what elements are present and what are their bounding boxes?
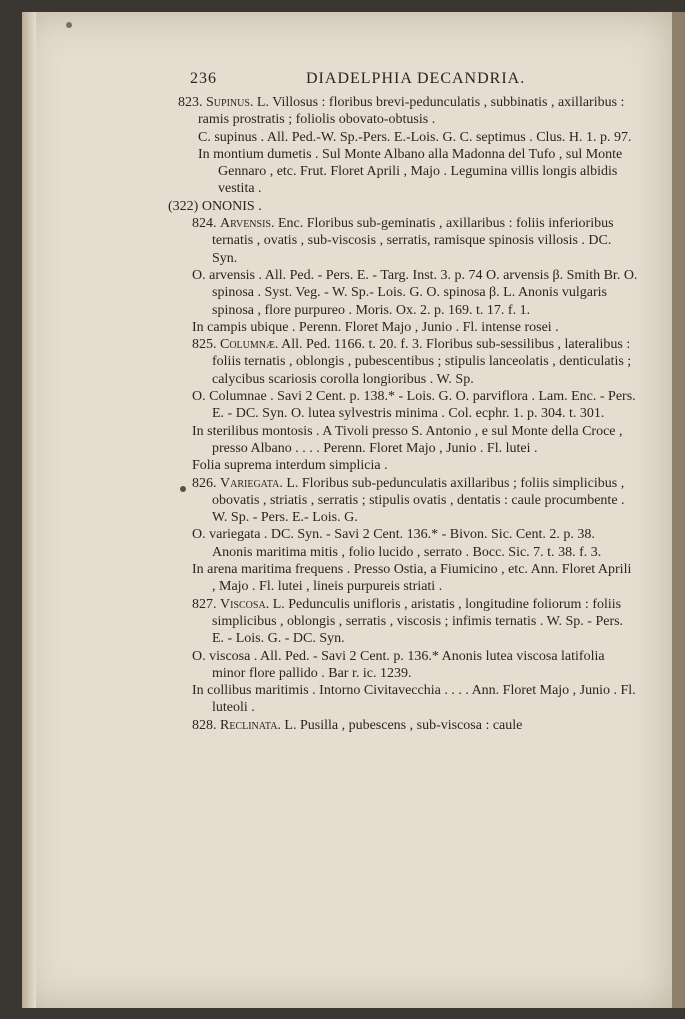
synonymy: O. arvensis . All. Ped. - Pers. E. - Targ. Inst. 3. p. 74 O. arvensis β. Smith Br. O. spinosa . Syst. Veg. - W. Sp.- Lois. G. O. spinosa β. L. Anonis vulgaris spinosa , flore purpureo . Moris. Ox. 2. p. 169. t. 17. f. 1. <box>192 267 638 318</box>
synonymy: O. viscosa . All. Ped. - Savi 2 Cent. p. 136.* Anonis lutea viscosa latifolia minor flore pallido . Bar r. ic. 1239. <box>192 648 605 681</box>
species-entry-826 <box>192 475 638 596</box>
genus-heading: (322) ONONIS . <box>168 198 262 214</box>
habitat: In collibus maritimis . Intorno Civitavecchia . . . . Ann. Floret Majo , Junio . Fl. luteoli . <box>192 683 636 716</box>
note: Folia suprema interdum simplicia . <box>192 458 388 474</box>
species-name: Arvensis <box>220 216 271 232</box>
habitat: In campis ubique . Perenn. Floret Majo , Junio . Fl. intense rosei . <box>192 319 559 335</box>
species-name: Reclinata <box>220 717 278 733</box>
running-title: DIADELPHIA DECANDRIA. <box>306 70 526 87</box>
next-page-edge <box>672 12 685 1008</box>
habitat: In arena maritima frequens . Presso Ostia, a Fiumicino , etc. Ann. Floret Aprili , Majo . Fl. lutei , lineis purpureis striati . <box>192 562 632 595</box>
species-entry-823 <box>178 94 638 198</box>
page-gutter <box>22 12 36 1008</box>
ink-spot <box>66 22 72 28</box>
species-entry-824 <box>192 215 638 336</box>
species-description: 827. Viscosa. L. Pedunculis unifloris , aristatis , longitudine foliorum : foliis simplicibus , oblongis , serratis , viscosis ; infimis ternatis . W. Sp. - Pers. E. - Lois. G. - DC. Syn. <box>192 596 624 647</box>
habitat: In sterilibus montosis . A Tivoli presso S. Antonio , e sul Monte della Croce , presso Albano . . . . Perenn. Floret Majo , Junio . Fl. lutei . <box>192 423 623 456</box>
synonymy: O. Columnae . Savi 2 Cent. p. 138.* - Lois. G. O. parviflora . Lam. Enc. - Pers. E. - DC. Syn. O. lutea sylvestris minima . Col. ecphr. 1. p. 304. t. 301. <box>192 389 636 422</box>
page-number: 236 <box>190 70 217 87</box>
species-entry-828 <box>192 717 638 734</box>
species-name: Variegata <box>220 475 280 491</box>
species-entry-827 <box>192 596 638 717</box>
species-description: 826. Variegata. L. Floribus sub-pedunculatis axillaribus ; foliis simplicibus , obovatis , striatis , serratis ; stipulis ovatis , dentatis : caule procumbente . W. Sp. - Pers. E.- Lois. G. <box>192 475 625 526</box>
species-description: 828. Reclinata. L. Pusilla , pubescens , sub-viscosa : caule <box>192 717 523 733</box>
species-description: 823. Supinus. L. Villosus : floribus brevi-pedunculatis , subbinatis , axillaribus : ramis prostratis ; foliolis obovato-obtusis . <box>178 95 625 128</box>
species-description: 825. Columnæ. All. Ped. 1166. t. 20. f. 3. Floribus sub-sessilibus , lateralibus : foliis ternatis , oblongis , pubescentibus ; stipulis lanceolatis , denticulatis ; calycibus scariosis corolla longioribus . W. Sp. <box>192 337 632 387</box>
species-entry-825 <box>192 336 638 474</box>
synonymy: C. supinus . All. Ped.-W. Sp.-Pers. E.-Lois. G. C. septimus . Clus. H. 1. p. 97. <box>198 129 632 145</box>
species-name: Viscosa <box>220 596 266 612</box>
page-text <box>168 68 638 734</box>
page-header <box>178 68 638 94</box>
habitat: In montium dumetis . Sul Monte Albano alla Madonna del Tufo , sul Monte Gennaro , etc. Frut. Floret Aprili , Majo . Legumina villis longis albidis vestita . <box>198 146 623 197</box>
species-name: Columnæ <box>220 337 275 353</box>
species-description: 824. Arvensis. Enc. Floribus sub-geminatis , axillaribus : foliis inferioribus ternatis , ovatis , sub-viscosis , serratis, ramisque spinosis villosis . DC. Syn. <box>192 216 614 266</box>
species-name: Supinus <box>206 95 250 110</box>
synonymy: O. variegata . DC. Syn. - Savi 2 Cent. 136.* - Bivon. Sic. Cent. 2. p. 38. Anonis maritima mitis , folio lucido , serrato . Bocc. Sic. 7. t. 38. f. 3. <box>192 527 602 560</box>
